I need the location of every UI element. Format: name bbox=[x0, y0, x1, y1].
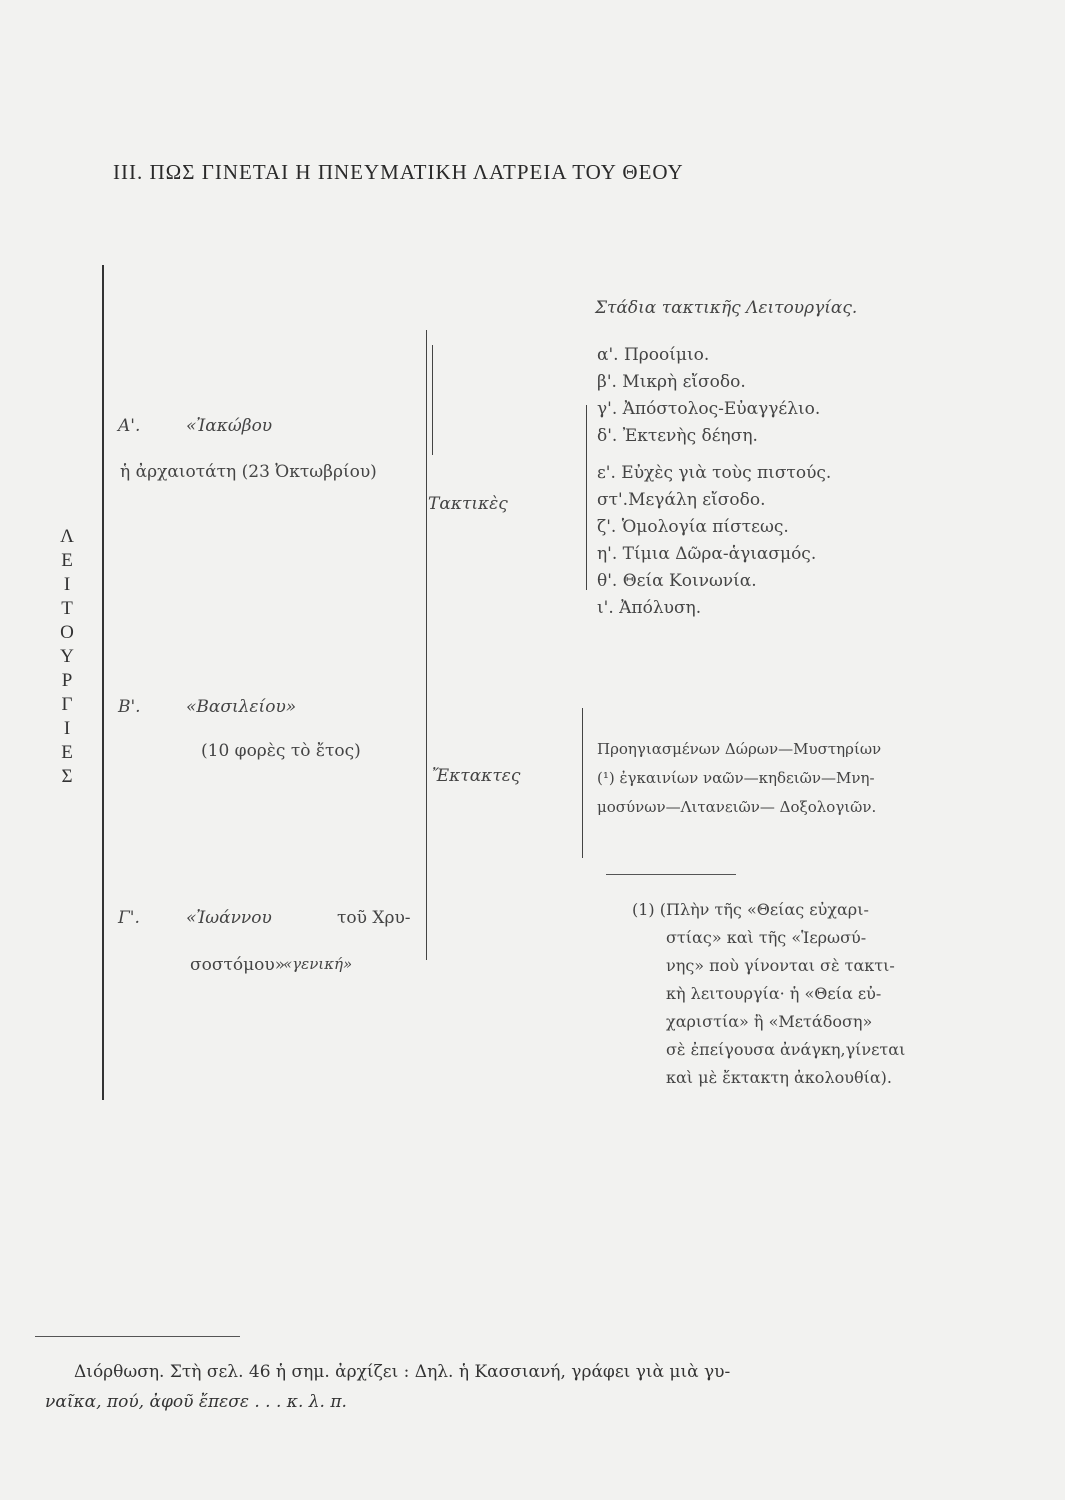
liturgy-c-number: Γ'. bbox=[118, 908, 140, 928]
footnote-rule bbox=[606, 874, 736, 875]
footnote-line: νης» ποὺ γίνονται σὲ τακτι- bbox=[666, 956, 895, 975]
side-letter: Σ bbox=[61, 766, 73, 787]
correction-rule bbox=[35, 1336, 240, 1337]
footnote-line: (1) (Πλὴν τῆς «Θείας εὐχαρι- bbox=[632, 900, 869, 919]
correction-line-2: ναῖκα, πού, ἀφοῦ ἔπεσε . . . κ. λ. π. bbox=[45, 1392, 347, 1412]
page-title: III. ΠΩΣ ΓΙΝΕΤΑΙ Η ΠΝΕΥΜΑΤΙΚΗ ΛΑΤΡΕΙΑ ΤΟΥ ΘΕΟΥ bbox=[113, 160, 684, 184]
extra-line-2: (¹) ἐγκαινίων ναῶν—κηδειῶν—Μνη- bbox=[597, 769, 875, 787]
stages-bracket bbox=[586, 405, 587, 590]
side-letter: Υ bbox=[60, 646, 74, 667]
liturgy-a-number: Α'. bbox=[118, 416, 141, 436]
side-letter: Ε bbox=[61, 550, 73, 571]
stage-item: ζ'. Ὁμολογία πίστεως. bbox=[597, 517, 789, 537]
extra-bracket bbox=[582, 708, 583, 858]
liturgy-c-name: «Ἰωάννου bbox=[186, 908, 272, 928]
stage-item: β'. Μικρὴ εἴσοδο. bbox=[597, 372, 746, 392]
liturgy-a-desc: ἡ ἀρχαιοτάτη (23 Ὀκτωβρίου) bbox=[120, 462, 377, 482]
stage-item: γ'. Ἀπόστολος-Εὐαγγέλιο. bbox=[597, 399, 821, 419]
liturgy-b-desc: (10 φορὲς τὸ ἔτος) bbox=[201, 741, 361, 761]
stage-item: ι'. Ἀπόλυση. bbox=[597, 598, 702, 618]
footnote-line: καὶ μὲ ἔκτακτη ἀκολουθία). bbox=[666, 1068, 892, 1087]
footnote-line: χαριστία» ἢ «Μετάδοση» bbox=[666, 1012, 873, 1031]
category-ektaktes: Ἔκτακτες bbox=[432, 766, 521, 786]
stage-item: η'. Τίμια Δῶρα-ἁγιασμός. bbox=[597, 544, 817, 564]
side-letter: Ο bbox=[60, 622, 74, 643]
category-taktikes: Τακτικὲς bbox=[428, 494, 508, 514]
side-letter: Ι bbox=[63, 718, 71, 739]
liturgy-a-name: «Ἰακώβου bbox=[186, 416, 273, 436]
footnote bbox=[632, 896, 905, 1092]
stage-item: θ'. Θεία Κοινωνία. bbox=[597, 571, 757, 591]
footnote-line: κὴ λειτουργία· ἡ «Θεία εὐ- bbox=[666, 984, 882, 1003]
liturgy-c-general: «γενική» bbox=[283, 955, 353, 973]
side-letter: Γ bbox=[61, 694, 73, 715]
side-letter: Ρ bbox=[61, 670, 73, 691]
liturgy-c-desc: σοστόμου» bbox=[190, 955, 286, 975]
side-letter: Λ bbox=[60, 526, 74, 547]
footnote-line: σὲ ἐπείγουσα ἀνάγκη,γίνεται bbox=[666, 1040, 906, 1059]
correction-line-1: Διόρθωση. Στὴ σελ. 46 ἡ σημ. ἀρχίζει : Δηλ. ἡ Κασσιανή, γράφει γιὰ μιὰ γυ- bbox=[74, 1362, 731, 1382]
outer-bracket bbox=[102, 265, 104, 1100]
side-letter: Ι bbox=[63, 574, 71, 595]
stage-item: ε'. Εὐχὲς γιὰ τοὺς πιστούς. bbox=[597, 463, 832, 483]
footnote-line: στίας» καὶ τῆς «Ἱερωσύ- bbox=[666, 928, 867, 947]
side-letter: Τ bbox=[61, 598, 73, 619]
liturgy-c-name-cont: τοῦ Χρυ- bbox=[337, 908, 411, 928]
extra-line-3: μοσύνων—Λιτανειῶν— Δοξολογιῶν. bbox=[597, 798, 877, 816]
stages-list bbox=[597, 342, 831, 622]
stage-item: δ'. Ἐκτενὴς δέηση. bbox=[597, 426, 758, 446]
liturgy-b-number: Β'. bbox=[118, 697, 141, 717]
side-label bbox=[52, 525, 82, 789]
stage-item: στ'.Μεγάλη εἴσοδο. bbox=[597, 490, 766, 510]
middle-bracket-inner bbox=[432, 345, 433, 455]
side-letter: Ε bbox=[61, 742, 73, 763]
extra-line-1: Προηγιασμένων Δώρων—Μυστηρίων bbox=[597, 740, 882, 758]
middle-bracket bbox=[426, 330, 427, 960]
liturgy-b-name: «Βασιλείου» bbox=[186, 697, 297, 717]
stage-item: α'. Προοίμιο. bbox=[597, 345, 710, 365]
stages-heading: Στάδια τακτικῆς Λειτουργίας. bbox=[595, 298, 858, 318]
